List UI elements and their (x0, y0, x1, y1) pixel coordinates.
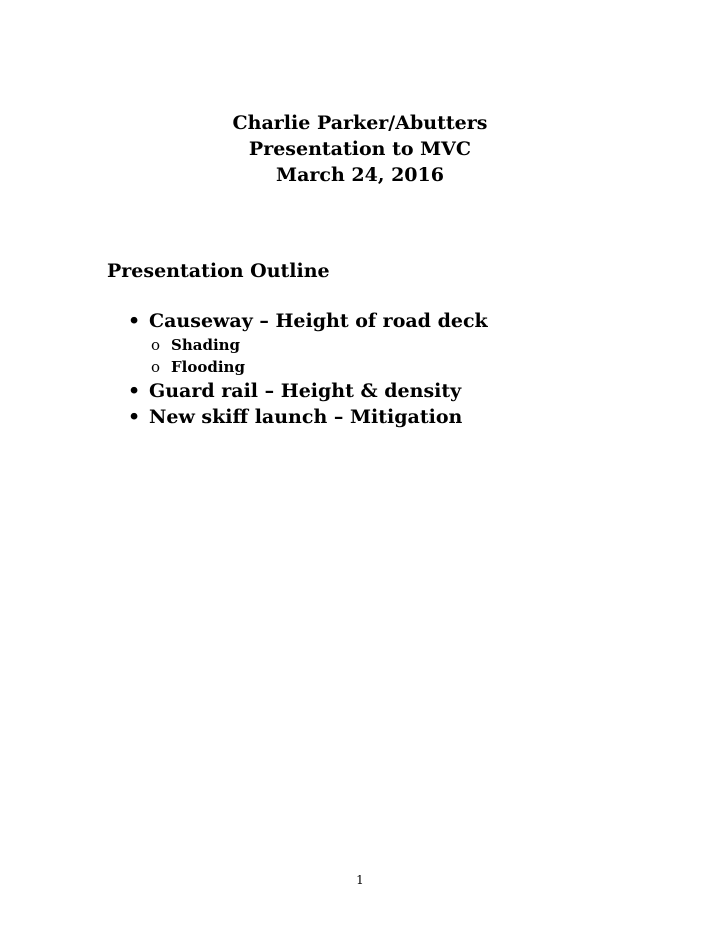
outline-item-skiff-launch (128, 404, 648, 430)
sub-item-shading (151, 334, 648, 356)
outline-item-text: Guard rail – Height & density (149, 380, 462, 402)
bullet-icon: • (128, 310, 141, 332)
outline-list (128, 308, 648, 430)
sub-item-text: Flooding (171, 358, 245, 376)
section-heading: Presentation Outline (107, 260, 330, 282)
sub-list-causeway (128, 334, 648, 378)
bullet-icon: • (128, 380, 141, 402)
outline-item-text: New skiff launch – Mitigation (149, 406, 463, 428)
title-line-name: Charlie Parker/Abutters (232, 112, 488, 134)
page-number: 1 (356, 873, 364, 887)
sub-item-flooding (151, 356, 648, 378)
outline-item-guard-rail (128, 378, 648, 404)
outline-item-causeway (128, 308, 648, 334)
title-block (0, 110, 720, 188)
circle-bullet-icon: o (151, 336, 161, 354)
title-line-presentation: Presentation to MVC (248, 138, 472, 160)
sub-item-text: Shading (171, 336, 241, 354)
outline-item-text: Causeway – Height of road deck (149, 310, 488, 332)
title-line-date: March 24, 2016 (276, 164, 444, 186)
bullet-icon: • (128, 406, 141, 428)
circle-bullet-icon: o (151, 358, 161, 376)
